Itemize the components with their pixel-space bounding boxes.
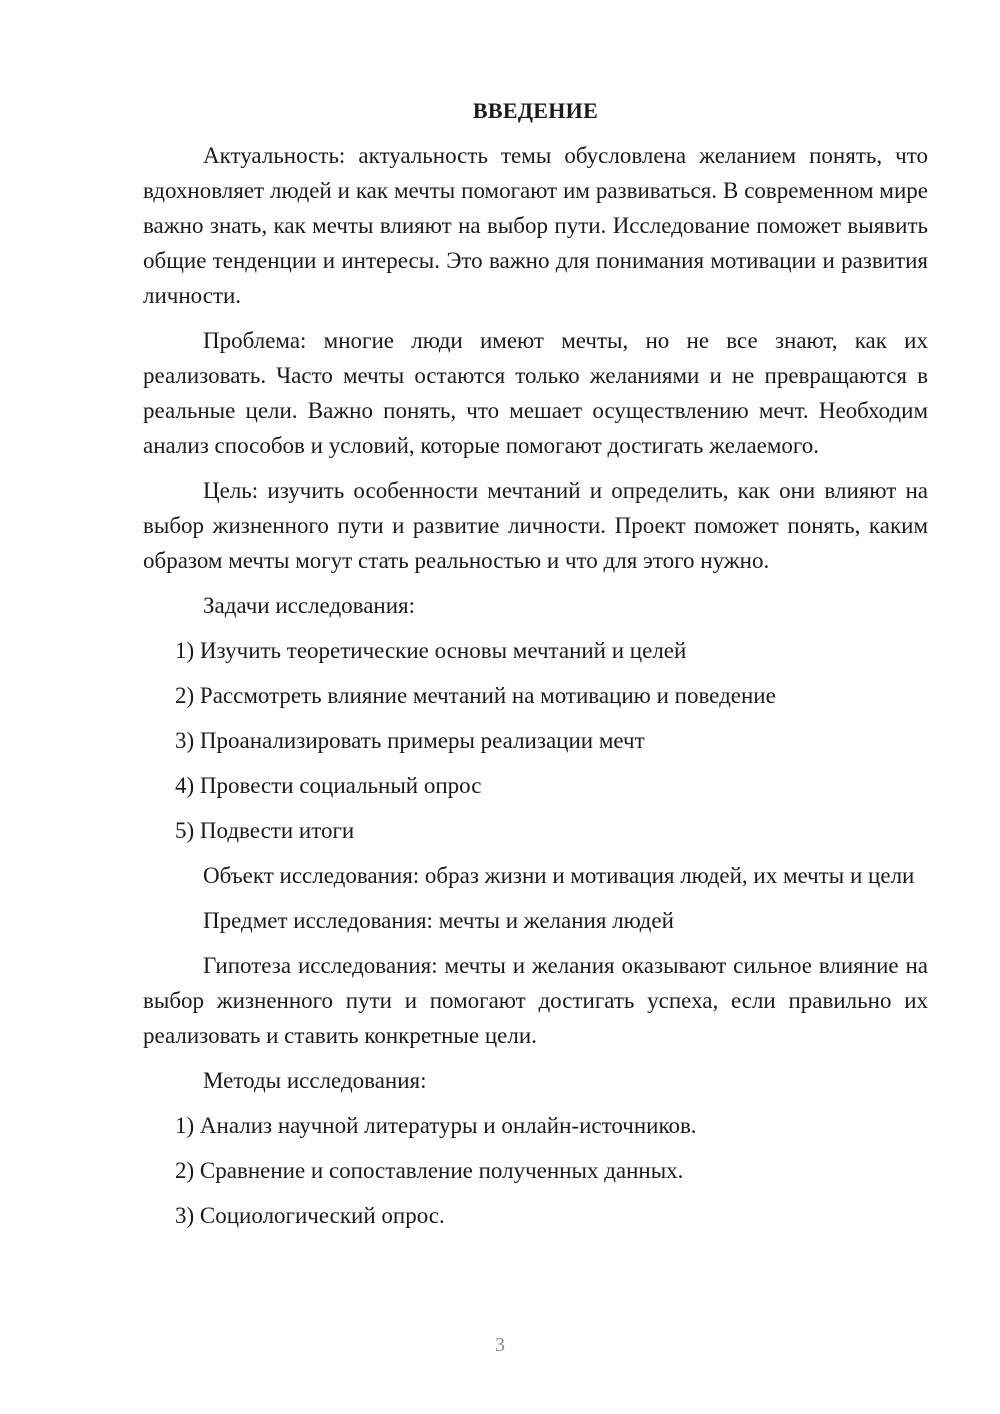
task-item: 3) Проанализировать примеры реализации мечт xyxy=(175,728,645,753)
task-item: 5) Подвести итоги xyxy=(175,818,355,843)
hypothesis-paragraph: Гипотеза исследования: мечты и желания оказывают сильное влияние на выбор жизненного пути и помогают достигать успеха, если правильно их реализовать и ставить конкретные цели. xyxy=(143,953,928,1048)
tasks-list xyxy=(143,633,928,848)
method-item: 1) Анализ научной литературы и онлайн-источников. xyxy=(175,1113,697,1138)
tasks-heading: Задачи исследования: xyxy=(203,593,416,618)
goal-paragraph: Цель: изучить особенности мечтаний и определить, как они влияют на выбор жизненного пути и развитие личности. Проект поможет понять, каким образом мечты могут стать реальностью и что для этого нужно. xyxy=(143,478,928,573)
method-item: 3) Социологический опрос. xyxy=(175,1203,445,1228)
task-item: 1) Изучить теоретические основы мечтаний и целей xyxy=(175,638,687,663)
page-number: 3 xyxy=(495,1334,505,1356)
method-item: 2) Сравнение и сопоставление полученных данных. xyxy=(175,1158,684,1183)
methods-heading: Методы исследования: xyxy=(203,1068,427,1093)
task-item: 4) Провести социальный опрос xyxy=(175,773,482,798)
subject-paragraph: Предмет исследования: мечты и желания людей xyxy=(203,908,674,933)
methods-list xyxy=(143,1108,928,1233)
object-paragraph: Объект исследования: образ жизни и мотивация людей, их мечты и цели xyxy=(203,863,915,888)
page-title: ВВЕДЕНИЕ xyxy=(472,98,599,123)
page-content xyxy=(143,96,928,1243)
problem-paragraph: Проблема: многие люди имеют мечты, но не все знают, как их реализовать. Часто мечты остаются только желаниями и не превращаются в реальные цели. Важно понять, что мешает осуществлению мечт. Необходим анализ способов и условий, которые помогают достигать желаемого. xyxy=(143,328,928,458)
task-item: 2) Рассмотреть влияние мечтаний на мотивацию и поведение xyxy=(175,683,776,708)
relevance-paragraph: Актуальность: актуальность темы обусловлена желанием понять, что вдохновляет людей и как мечты помогают им развиваться. В современном мире важно знать, как мечты влияют на выбор пути. Исследование поможет выявить общие тенденции и интересы. Это важно для понимания мотивации и развития личности. xyxy=(143,143,928,308)
